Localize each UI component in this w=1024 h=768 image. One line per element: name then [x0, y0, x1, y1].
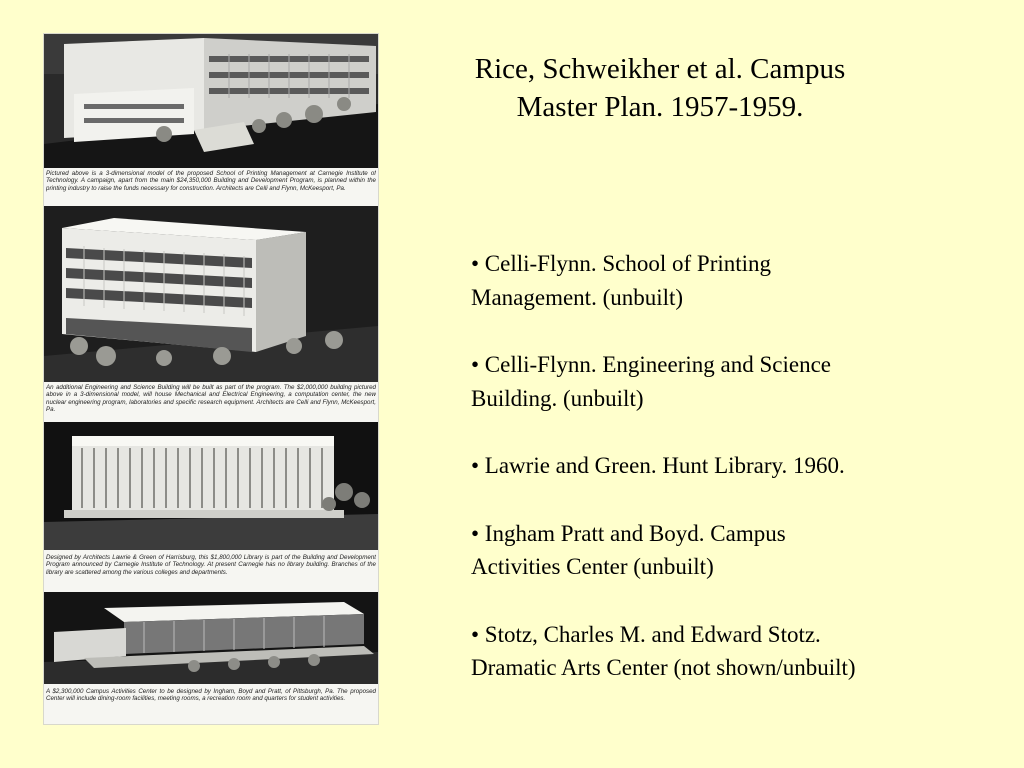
- brochure-scan: [44, 34, 378, 724]
- caption-library: Designed by Architects Lawrie & Green of Harrisburg, this $1,800,000 Library is part of the Building and Development Program announced by Carnegie Institute of Technology. At present Carnegie has no library building. Branches of the library are scattered among the various colleges and departments.: [46, 554, 376, 576]
- bullet-printing-school: • Celli-Flynn. School of Printing Management. (unbuilt): [471, 251, 772, 310]
- caption-engineering-building: An additional Engineering and Science Building will be built as part of the program. The $2,000,000 building pictured above in a 3-dimensional model, will house Mechanical and Electrical Engineering, a computation center, the new nuclear engineering program, laboratories and specific research equipment. Architects are Celli and Flynn, McKeesport, Pa.: [46, 384, 376, 414]
- slide-title-line-2: Master Plan. 1957-1959.: [516, 91, 804, 123]
- printing-school-model-photo: [44, 34, 378, 168]
- engineering-building-model-photo: [44, 206, 378, 382]
- slide-title: [460, 50, 860, 126]
- library-model-photo: [44, 422, 378, 550]
- bullet-activities-center: • Ingham Pratt and Boyd. Campus Activities Center (unbuilt): [471, 520, 786, 579]
- bullet-list: [471, 247, 991, 719]
- activities-center-model-photo: [44, 592, 378, 684]
- slide-title-line-1: Rice, Schweikher et al. Campus: [474, 53, 846, 85]
- bullet-hunt-library: • Lawrie and Green. Hunt Library. 1960.: [471, 453, 845, 478]
- bullet-dramatic-arts-center: • Stotz, Charles M. and Edward Stotz. Dramatic Arts Center (not shown/unbuilt): [471, 621, 856, 680]
- caption-printing-school: Pictured above is a 3-dimensional model of the proposed School of Printing Management at Carnegie Institute of Technology. A campaign, apart from the main $24,350,000 Building and Development Program, is planned within the printing industry to raise the funds necessary for construction. Architects are Celli and Flynn, McKeesport, Pa.: [46, 170, 376, 192]
- bullet-engineering-building: • Celli-Flynn. Engineering and Science Building. (unbuilt): [471, 352, 831, 411]
- caption-activities-center: A $2,300,000 Campus Activities Center to be designed by Ingham, Boyd and Pratt, of Pittsburgh, Pa. The proposed Center will include dining-room facilities, meeting rooms, a recreation room and quarters for student activities.: [46, 688, 376, 703]
